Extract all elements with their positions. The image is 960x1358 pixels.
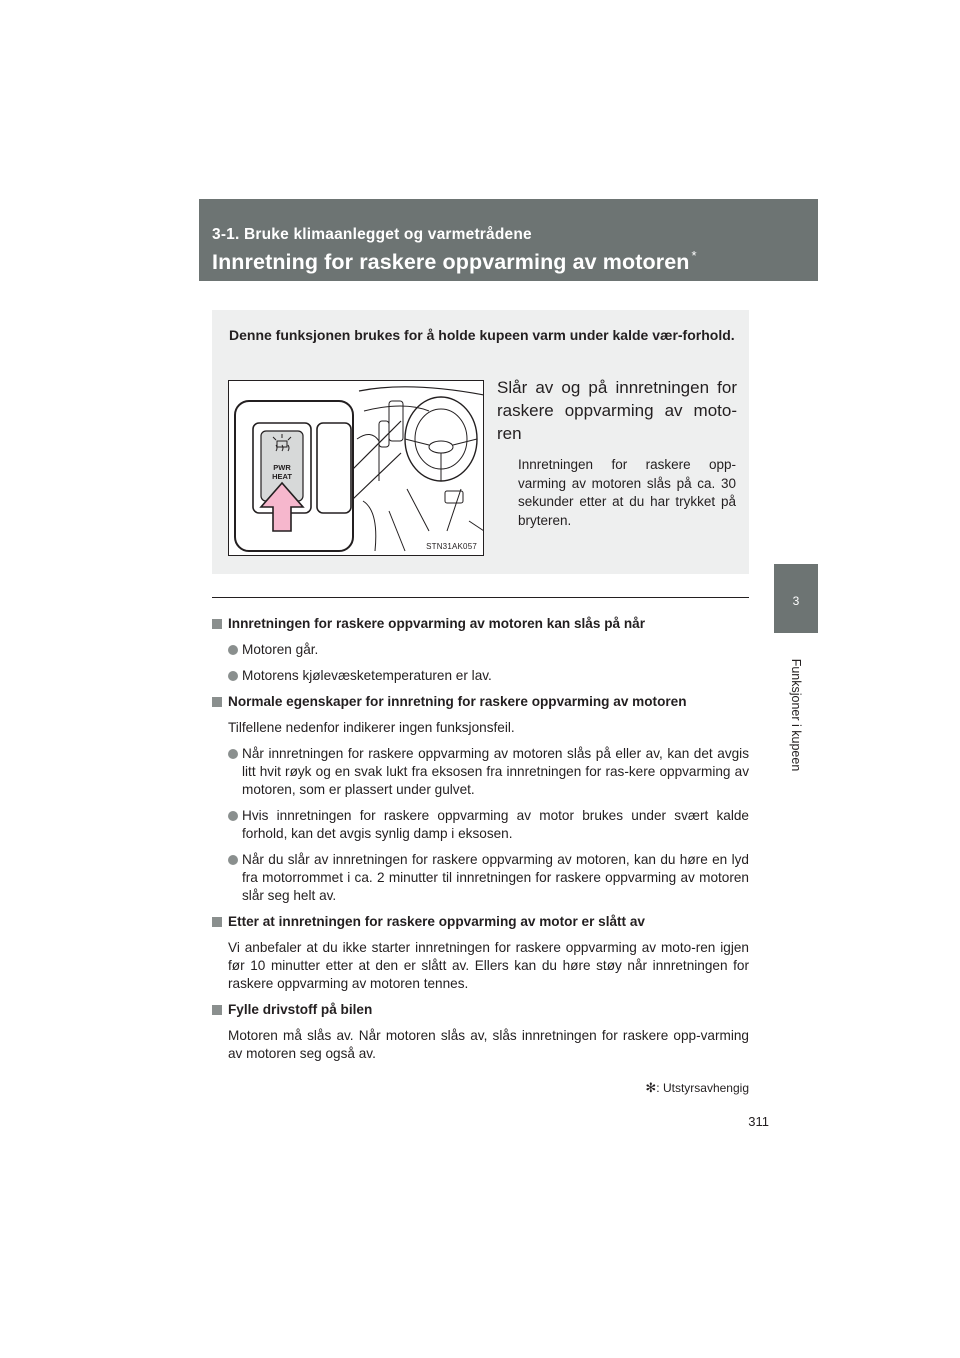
divider-rule	[212, 597, 749, 598]
intro-text: Denne funksjonen brukes for å holde kupeen varm under kalde vær-forhold.	[229, 327, 735, 343]
chapter-tab[interactable]: 3	[774, 564, 818, 633]
bullet-item: Motorens kjølevæsketemperaturen er lav.	[212, 667, 749, 685]
chapter-name: Funksjoner i kupeen	[789, 658, 803, 772]
page-number: 311	[748, 1114, 769, 1129]
section-text: Tilfellene nedenfor indikerer ingen funksjonsfeil.	[228, 720, 515, 735]
bullet-item: Når innretningen for raskere oppvarming av motoren slås på eller av, kan det avgis litt hvit røyk og en svak lukt fra eksosen fra innretningen for ras-kere oppvarming av motoren, som er plassert under gulvet.	[212, 745, 749, 799]
button-label-line2: HEAT	[272, 472, 292, 481]
footnote	[645, 1080, 749, 1096]
page-title	[212, 248, 697, 275]
button-label-line1: PWR	[273, 463, 291, 472]
caption-body: Innretningen for raskere opp-varming av motoren slås på ca. 30 sekunder etter at du har trykket på bryteren.	[518, 457, 736, 528]
figure-code: STN31AK057	[426, 542, 477, 551]
page-title-text: Innretning for raskere oppvarming av motoren	[212, 250, 690, 274]
footnote-marker: ✻	[645, 1080, 657, 1095]
arrow-icon	[229, 381, 484, 556]
bullet-item: Hvis innretningen for raskere oppvarming av motor brukes under svært kalde forhold, kan det avgis synlig damp i eksosen.	[212, 807, 749, 843]
bullet-item: Når du slår av innretningen for raskere oppvarming av motoren, kan du høre en lyd fra motorrommet i ca. 2 minutter til innretningen for raskere oppvarming av motoren slår seg helt av.	[212, 851, 749, 905]
section-heading: Innretningen for raskere oppvarming av motoren kan slås på når	[212, 615, 749, 633]
intro-box	[212, 310, 749, 574]
content	[212, 615, 749, 1071]
section-heading: Fylle drivstoff på bilen	[212, 1001, 749, 1019]
section-text: Vi anbefaler at du ikke starter innretningen for raskere oppvarming av moto-ren igjen før 10 minutter etter at den er slått av. Ellers kan du høre støy når innretningen for raskere oppvarming av motoren tennes.	[228, 940, 749, 991]
title-asterisk: *	[691, 248, 697, 263]
illustration-pwr-heat-switch	[228, 380, 484, 556]
section-heading: Etter at innretningen for raskere oppvarming av motor er slått av	[212, 913, 749, 931]
section-heading: Normale egenskaper for innretning for raskere oppvarming av motoren	[212, 693, 749, 711]
footnote-text: : Utstyrsavhengig	[656, 1081, 749, 1095]
caption-title: Slår av og på innretningen for raskere oppvarming av moto-ren	[497, 378, 737, 443]
bullet-item: Motoren går.	[212, 641, 749, 659]
section-text: Motoren må slås av. Når motoren slås av, slås innretningen for raskere opp-varming av motoren seg også av.	[228, 1028, 749, 1061]
section-label: 3-1. Bruke klimaanlegget og varmetrådene	[212, 226, 532, 243]
